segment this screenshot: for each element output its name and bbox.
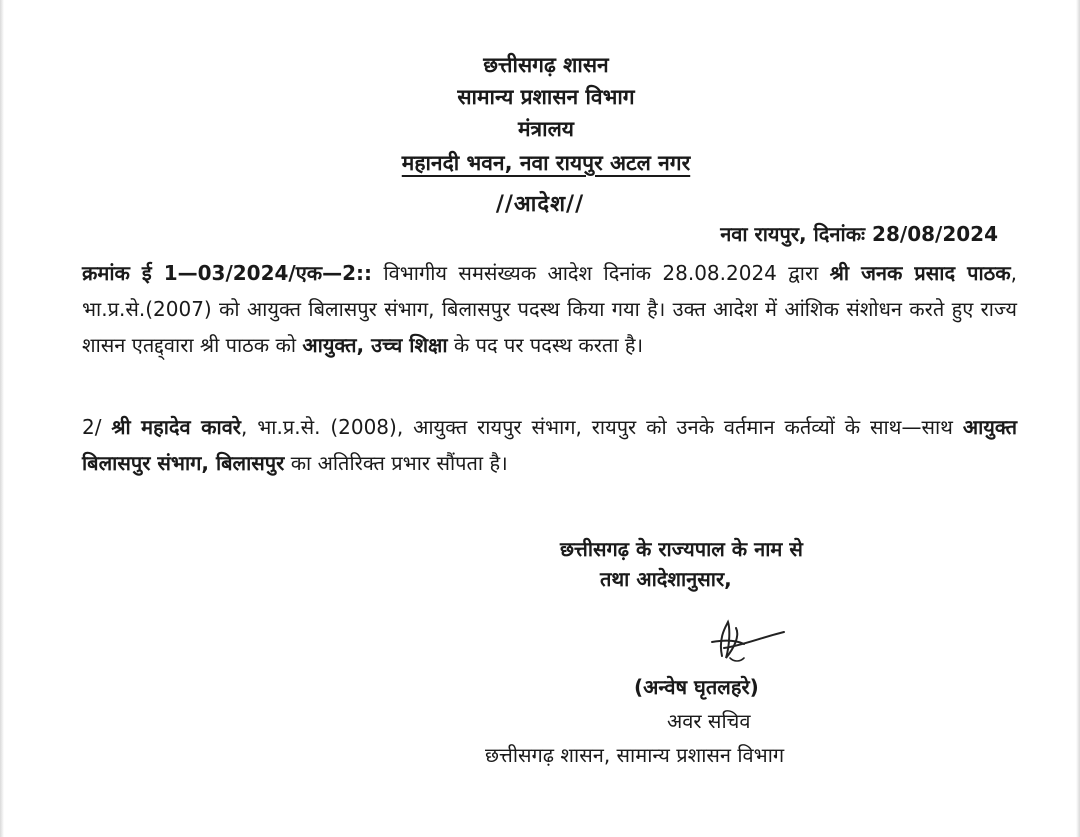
order-title: //आदेश//: [495, 192, 585, 217]
officer-name-2: श्री महादेव कावरे: [111, 415, 241, 439]
order-paragraph-1: [82, 255, 1017, 363]
handwritten-signature: [700, 618, 790, 666]
signatory-organization: छत्तीसगढ़ शासन, सामान्य प्रशासन विभाग: [485, 743, 785, 767]
page-edge-left: [0, 0, 4, 837]
additional-charge: आयुक्त बिलासपुर संभाग, बिलासपुर: [82, 415, 1017, 475]
para2-number: 2/: [82, 415, 112, 439]
order-paragraph-2: [82, 409, 1017, 481]
para2-text-1: , भा.प्र.से. (2008), आयुक्त रायपुर संभाग, रायपुर को उनके वर्तमान कर्तव्यों के साथ—साथ: [241, 415, 963, 439]
para1-text-3: के पद पर पदस्थ करता है।: [447, 333, 644, 357]
header-address: महानदी भवन, नवा रायपुर अटल नगर: [401, 151, 691, 175]
dateline: नवा रायपुर, दिनांकः 28/08/2024: [720, 222, 998, 246]
authority-line-2: तथा आदेशानुसार,: [600, 567, 732, 591]
header-department: सामान्य प्रशासन विभाग: [457, 85, 635, 109]
signatory-designation: अवर सचिव: [667, 709, 751, 733]
authority-line-1: छत्तीसगढ़ के राज्यपाल के नाम से: [560, 537, 803, 561]
signatory-name: (अन्वेष घृतलहरे): [634, 675, 759, 699]
para1-text-2: , भा.प्र.से.(2007) को आयुक्त बिलासपुर संभाग, बिलासपुर पदस्थ किया गया है। उक्त आदेश में आंशिक संशोधन करते हुए राज्य शासन एतद्द्वारा श्री पाठक को: [82, 261, 1017, 357]
header-secretariat: मंत्रालय: [517, 117, 574, 141]
para2-text-2: का अतिरिक्त प्रभार सौंपता है।: [284, 451, 508, 475]
officer-name-1: श्री जनक प्रसाद पाठक: [829, 261, 1011, 285]
header-government: छत्तीसगढ़ शासन: [483, 53, 609, 77]
reference-number: क्रमांक ई 1—03/2024/एक—2::: [82, 261, 373, 285]
new-post: आयुक्त, उच्च शिक्षा: [302, 333, 448, 357]
para1-text-1: विभागीय समसंख्यक आदेश दिनांक 28.08.2024 द्वारा: [372, 261, 830, 285]
